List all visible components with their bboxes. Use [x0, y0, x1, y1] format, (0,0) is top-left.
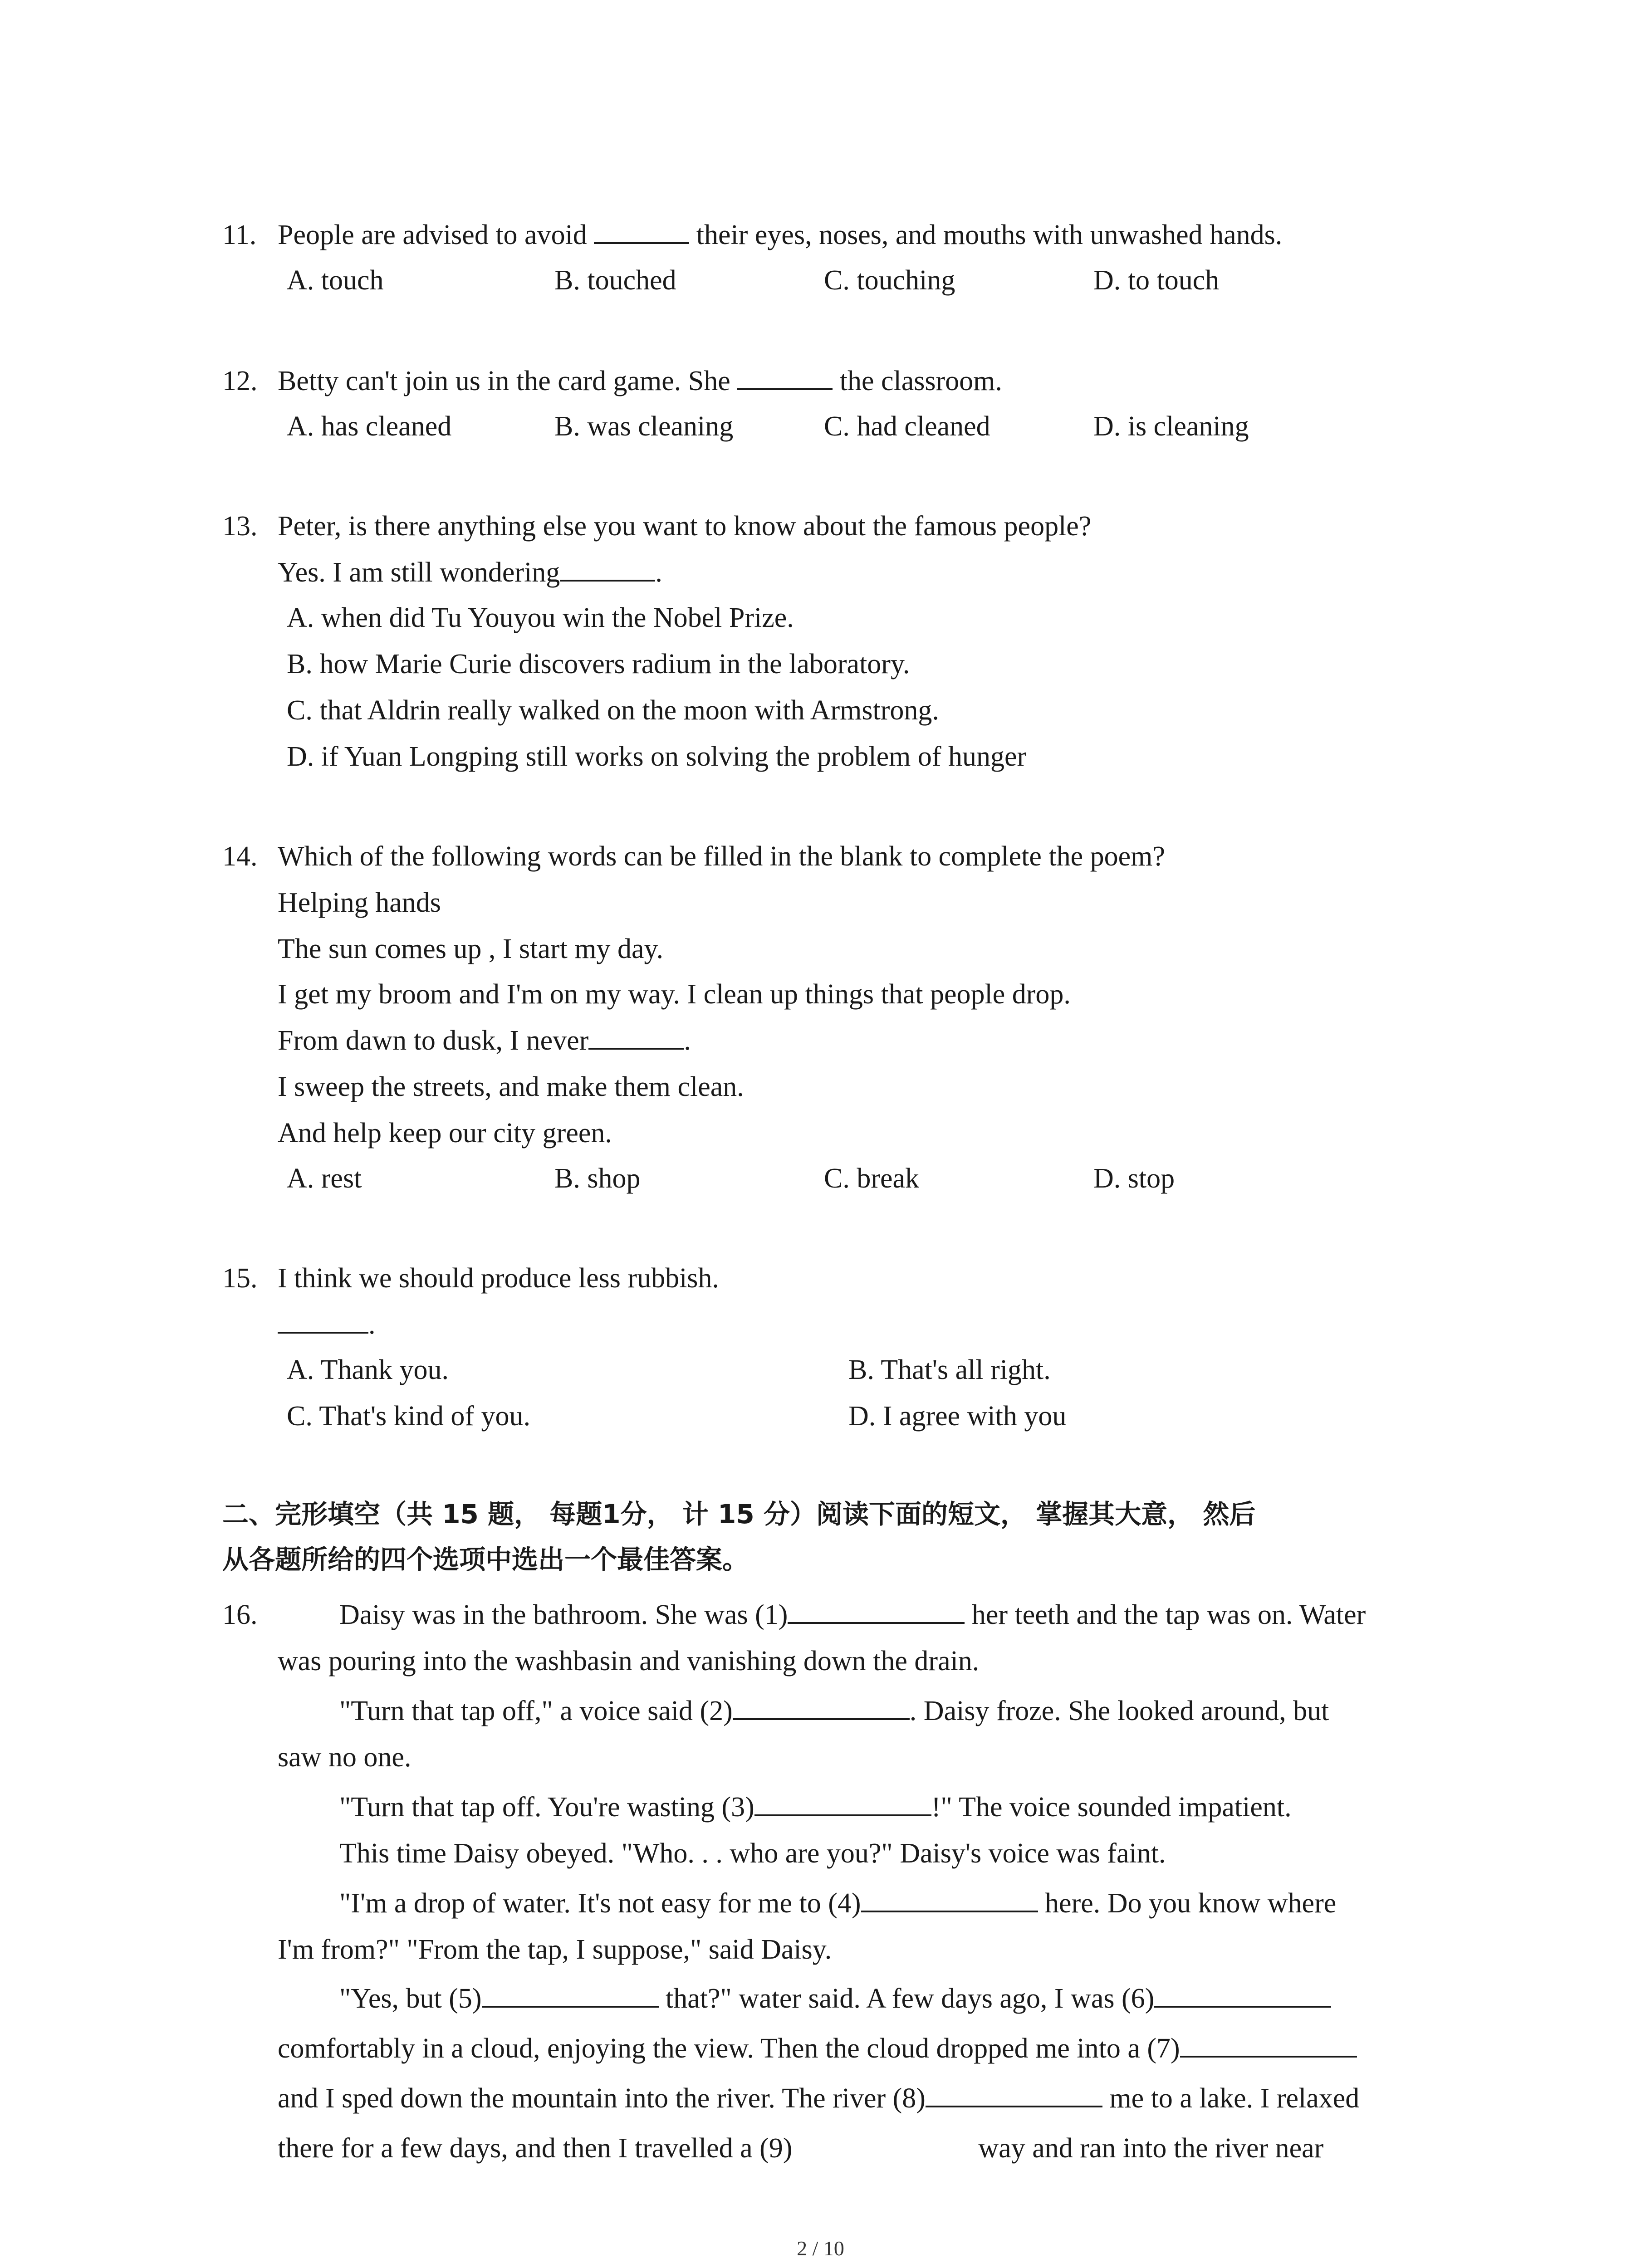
option-d: D. is cleaning: [1093, 411, 1249, 442]
passage-line: This time Daisy obeyed. "Who. . . who are you?" Daisy's voice was faint.: [339, 1838, 1166, 1869]
question-16-number: 16.: [222, 1599, 258, 1630]
answer-blank: [278, 1308, 368, 1334]
passage-line: I'm from?" "From the tap, I suppose," said Daisy.: [278, 1934, 832, 1965]
option-c: C. that Aldrin really walked on the moon with Armstrong.: [287, 695, 939, 726]
poem-line: From dawn to dusk, I never .: [278, 1025, 691, 1056]
answer-blank: [733, 1695, 910, 1720]
answer-blank: [588, 1024, 684, 1050]
option-c: C. That's kind of you.: [287, 1401, 531, 1432]
section-heading: 从各题所给的四个选项中选出一个最佳答案。: [222, 1544, 749, 1575]
question-13-reply: Yes. I am still wondering .: [278, 557, 662, 588]
answer-blank: [926, 2082, 1102, 2107]
option-d: D. stop: [1093, 1163, 1175, 1194]
poem-line: I sweep the streets, and make them clean.: [278, 1071, 744, 1102]
passage-line: saw no one.: [278, 1742, 411, 1773]
option-c: C. touching: [824, 265, 955, 296]
option-c: C. break: [824, 1163, 920, 1194]
option-d: D. if Yuan Longping still works on solving the problem of hunger: [287, 741, 1027, 772]
question-12-stem: Betty can't join us in the card game. She the classroom.: [278, 366, 1002, 396]
option-b: B. shop: [554, 1163, 641, 1194]
section-heading: 二、完形填空（共 15 题， 每题1分， 计 15 分）阅读下面的短文， 掌握其大意， 然后: [222, 1499, 1256, 1530]
question-13-number: 13.: [222, 511, 258, 542]
question-15-reply: .: [278, 1306, 376, 1343]
answer-blank: [1154, 1982, 1331, 2008]
answer-blank: [737, 365, 833, 390]
option-a: A. has cleaned: [287, 411, 452, 442]
option-a: A. Thank you.: [287, 1354, 449, 1385]
answer-blank: [560, 556, 655, 582]
question-15-number: 15.: [222, 1263, 258, 1294]
question-14-number: 14.: [222, 841, 258, 872]
passage-line: Daisy was in the bathroom. She was (1) her teeth and the tap was on. Water: [339, 1599, 1366, 1630]
passage-line: "I'm a drop of water. It's not easy for me to (4) here. Do you know where: [339, 1888, 1337, 1919]
option-a: A. touch: [287, 265, 384, 296]
answer-blank: [861, 1887, 1038, 1912]
passage-line: there for a few days, and then I travelled a (9) way and ran into the river near: [278, 2133, 1324, 2164]
passage-line: "Turn that tap off," a voice said (2) . Daisy froze. She looked around, but: [339, 1696, 1329, 1726]
question-14-stem: Which of the following words can be filled in the blank to complete the poem?: [278, 841, 1165, 872]
option-d: D. I agree with you: [848, 1401, 1067, 1432]
option-b: B. was cleaning: [554, 411, 734, 442]
question-15-stem: I think we should produce less rubbish.: [278, 1263, 719, 1294]
poem-line: The sun comes up , I start my day.: [278, 934, 664, 964]
option-b: B. how Marie Curie discovers radium in the laboratory.: [287, 649, 910, 679]
option-b: B. That's all right.: [848, 1354, 1051, 1385]
question-11-number: 11.: [222, 220, 257, 250]
question-11-stem: People are advised to avoid their eyes, noses, and mouths with unwashed hands.: [278, 220, 1283, 250]
option-b: B. touched: [554, 265, 676, 296]
answer-blank: [788, 1598, 965, 1624]
answer-blank: [754, 1791, 931, 1816]
option-a: A. when did Tu Youyou win the Nobel Prize.: [287, 602, 794, 633]
passage-line: comfortably in a cloud, enjoying the view. Then the cloud dropped me into a (7): [278, 2030, 1357, 2067]
answer-blank: [482, 1982, 659, 2008]
answer-blank: [1180, 2032, 1357, 2058]
question-13-stem: Peter, is there anything else you want to know about the famous people?: [278, 511, 1092, 542]
poem-line: I get my broom and I'm on my way. I clean up things that people drop.: [278, 979, 1071, 1010]
passage-line: was pouring into the washbasin and vanishing down the drain.: [278, 1646, 980, 1677]
option-a: A. rest: [287, 1163, 362, 1194]
option-d: D. to touch: [1093, 265, 1220, 296]
question-12-number: 12.: [222, 366, 258, 396]
answer-blank: [594, 219, 689, 244]
option-c: C. had cleaned: [824, 411, 990, 442]
poem-line: And help keep our city green.: [278, 1118, 612, 1149]
passage-line: "Yes, but (5) that?" water said. A few days ago, I was (6): [339, 1980, 1331, 2017]
page-number: 2 / 10: [797, 2237, 844, 2260]
passage-line: "Turn that tap off. You're wasting (3) !" The voice sounded impatient.: [339, 1792, 1292, 1823]
poem-line: Helping hands: [278, 887, 441, 918]
passage-line: and I sped down the mountain into the river. The river (8) me to a lake. I relaxed: [278, 2083, 1360, 2114]
